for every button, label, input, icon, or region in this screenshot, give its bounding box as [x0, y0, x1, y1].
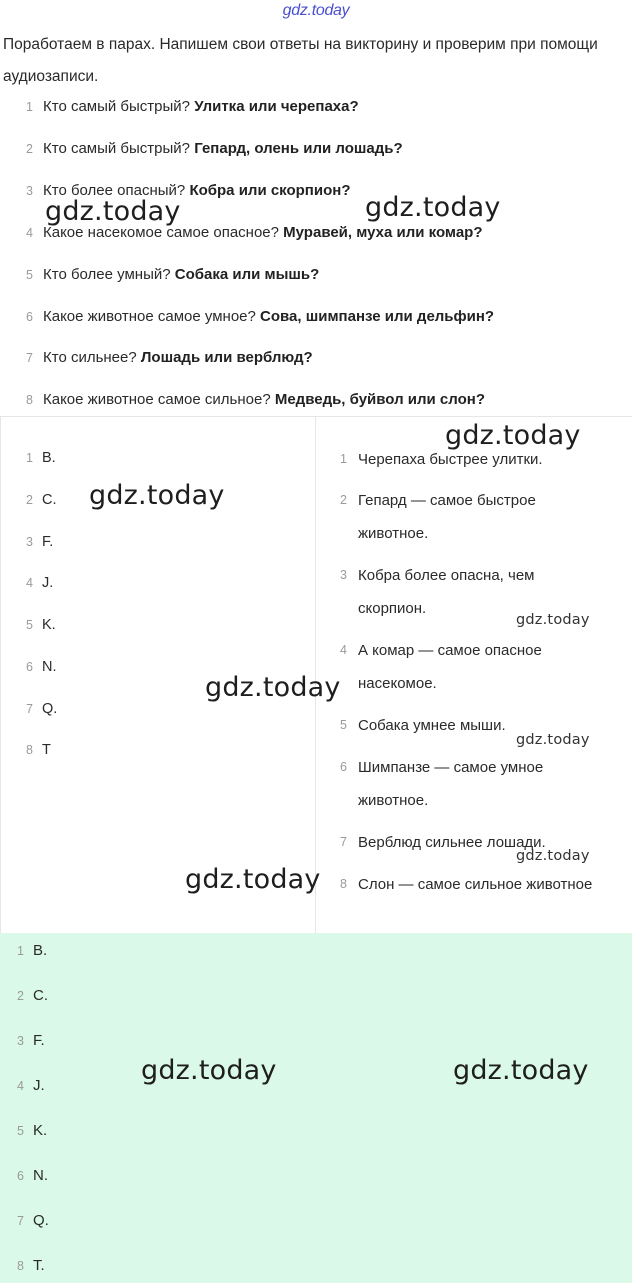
item-number: 6 — [26, 660, 33, 674]
letter-item — [1, 617, 56, 633]
quiz-question: Кто более опасный? — [43, 182, 186, 199]
watermark: gdz.today — [141, 1055, 277, 1086]
item-number: 6 — [340, 760, 347, 774]
item-number: 1 — [17, 944, 24, 958]
answer-item — [0, 987, 48, 1004]
quiz-question: Какое животное самое сильное? — [43, 391, 271, 408]
quiz-options: Лошадь или верблюд? — [140, 349, 313, 366]
statement-text: Собака умнее мыши. — [358, 717, 506, 734]
item-number: 8 — [26, 743, 33, 757]
item-number: 5 — [340, 718, 347, 732]
answer-text: B. — [33, 942, 48, 959]
watermark: gdz.today — [445, 420, 581, 451]
statement-text: Слон — самое сильное животное — [358, 876, 593, 893]
letter-item — [1, 701, 57, 717]
quiz-options: Муравей, муха или комар? — [283, 224, 483, 241]
item-number: 3 — [17, 1034, 24, 1048]
item-number: 4 — [26, 226, 33, 240]
answer-item — [0, 1077, 45, 1094]
quiz-item — [0, 92, 359, 122]
watermark: gdz.today — [185, 864, 321, 895]
quiz-options: Гепард, олень или лошадь? — [194, 140, 403, 157]
quiz-item — [0, 218, 483, 248]
quiz-question: Какое животное самое умное? — [43, 308, 256, 325]
answers-block — [0, 933, 632, 1283]
item-number: 4 — [26, 576, 33, 590]
watermark: gdz.today — [516, 848, 590, 864]
item-number: 2 — [26, 142, 33, 156]
answer-text: C. — [33, 987, 48, 1004]
answer-item — [0, 1122, 47, 1139]
letter-item — [1, 575, 53, 591]
item-number: 2 — [340, 493, 347, 507]
item-number: 3 — [26, 184, 33, 198]
quiz-question: Кто сильнее? — [43, 349, 137, 366]
answer-text: K. — [33, 1122, 48, 1139]
answer-item — [0, 1257, 45, 1274]
answer-text: T. — [33, 1257, 45, 1274]
letter-item — [1, 659, 57, 675]
item-number: 7 — [17, 1214, 24, 1228]
quiz-options: Медведь, буйвол или слон? — [274, 391, 485, 408]
letter-item — [1, 534, 53, 550]
item-number: 6 — [17, 1169, 24, 1183]
item-number: 5 — [26, 618, 33, 632]
item-number: 7 — [26, 702, 33, 716]
letter-text: T — [42, 742, 51, 758]
item-number: 5 — [26, 268, 33, 282]
answer-text: N. — [33, 1167, 48, 1184]
watermark: gdz.today — [205, 672, 341, 703]
statement-item — [317, 634, 567, 700]
statement-item — [317, 868, 629, 901]
statement-item — [317, 443, 629, 476]
quiz-item — [0, 385, 485, 415]
letter-text: K. — [42, 617, 56, 633]
item-number: 7 — [26, 351, 33, 365]
item-number: 7 — [340, 835, 347, 849]
letter-text: B. — [42, 450, 56, 466]
quiz-item — [0, 302, 494, 332]
statement-text: Черепаха быстрее улитки. — [358, 451, 543, 468]
quiz-question: Кто более умный? — [43, 266, 171, 283]
item-number: 8 — [26, 393, 33, 407]
statement-item — [317, 751, 567, 817]
watermark: gdz.today — [89, 480, 225, 511]
item-number: 8 — [17, 1259, 24, 1273]
watermark: gdz.today — [516, 732, 590, 748]
statement-text: Верблюд сильнее лошади. — [358, 834, 546, 851]
item-number: 1 — [26, 100, 33, 114]
item-number: 3 — [340, 568, 347, 582]
quiz-question: Кто самый быстрый? — [43, 98, 191, 115]
answer-item — [0, 1032, 45, 1049]
item-number: 1 — [26, 451, 33, 465]
item-number: 5 — [17, 1124, 24, 1138]
quiz-options: Улитка или черепаха? — [194, 98, 359, 115]
item-number: 1 — [340, 452, 347, 466]
statement-text: А комар — самое опасное насекомое. — [358, 642, 542, 692]
answer-text: J. — [33, 1077, 45, 1094]
letter-text: C. — [42, 492, 57, 508]
letter-text: J. — [42, 575, 54, 591]
letter-item — [1, 742, 51, 758]
quiz-options: Сова, шимпанзе или дельфин? — [260, 308, 495, 325]
letter-item — [1, 492, 57, 508]
quiz-options: Кобра или скорпион? — [189, 182, 351, 199]
watermark: gdz.today — [453, 1055, 589, 1086]
item-number: 2 — [26, 493, 33, 507]
statement-item — [317, 559, 567, 625]
quiz-item — [0, 343, 313, 373]
item-number: 4 — [17, 1079, 24, 1093]
answer-item — [0, 1212, 49, 1229]
quiz-item — [0, 176, 350, 206]
quiz-item — [0, 134, 403, 164]
letter-text: F. — [42, 534, 54, 550]
statement-item — [317, 484, 567, 550]
letter-text: Q. — [42, 701, 58, 717]
statement-item — [317, 709, 629, 742]
answer-item — [0, 942, 47, 959]
watermark: gdz.today — [516, 612, 590, 628]
item-number: 2 — [17, 989, 24, 1003]
item-number: 3 — [26, 535, 33, 549]
intro-text: Поработаем в парах. Напишем свои ответы на викторину и проверим при помощи аудиозаписи. — [3, 36, 598, 85]
item-number: 6 — [26, 310, 33, 324]
answer-text: Q. — [33, 1212, 49, 1229]
statement-text: Кобра более опасна, чем скорпион. — [358, 567, 535, 617]
watermark: gdz.today — [45, 196, 181, 227]
matching-table — [0, 416, 632, 934]
answer-text: F. — [33, 1032, 45, 1049]
quiz-options: Собака или мышь? — [174, 266, 320, 283]
letter-text: N. — [42, 659, 57, 675]
answer-item — [0, 1167, 48, 1184]
item-number: 8 — [340, 877, 347, 891]
letter-item — [1, 450, 56, 466]
quiz-question: Кто самый быстрый? — [43, 140, 191, 157]
statement-text: Гепард — самое быстрое животное. — [358, 492, 536, 542]
letters-column — [1, 417, 316, 934]
site-tag[interactable]: gdz.today — [282, 2, 350, 19]
statement-text: Шимпанзе — самое умное животное. — [358, 759, 544, 809]
statements-column — [317, 417, 632, 934]
quiz-question: Какое насекомое самое опасное? — [43, 224, 279, 241]
quiz-item — [0, 260, 319, 290]
item-number: 4 — [340, 643, 347, 657]
watermark: gdz.today — [365, 192, 501, 223]
statement-item — [317, 826, 629, 859]
